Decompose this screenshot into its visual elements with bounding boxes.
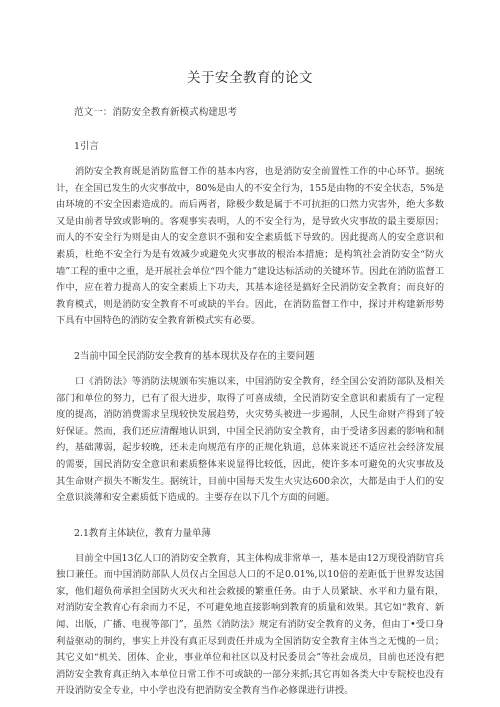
document-title: 关于安全教育的论文 xyxy=(187,70,313,86)
section-heading-intro: 1引言 xyxy=(74,141,99,152)
paragraph-intro: 消防安全教育既是消防监督工作的基本内容，也是消防安全前置性工作的中心环节。据统计，在全国已发生的火灾事故中，80%是由人的不安全行为，155是由物的不安全状态，5%是由环境的不安全因素造成的。而后两者，除极少数是属于不可抗拒的口然力灾害外，绝大多数又是由前者导致或影响的。客观事实表明，人的不安全行为，是导致火灾事故的最主要原因；而人的不安全行为则是由人的安全意识不强和安全素质低下导致的。因此提高人的安全意识和素质，杜绝不安全行为是有效减少或避免火灾事故的根治本措施；是构筑社会消防安全“防火墙”工程的重中之重，是开展社会单位“四个能力”建设达标活动的关键环节。因此在消防监督工作中，应在着力提高人的安全素质上下功夫，其基本途径是搞好全民消防安全教育；而良好的教育模式，则是消防安全教育不可或缺的半台。因此，在消防监督工作中，探讨并构建新形势下具有中国特色的消防安全教育新模式实有必要。 xyxy=(56,166,444,327)
section-heading-status: 2当前中国全民消防安全教育的基本现状及存在的主要问题 xyxy=(74,350,315,362)
document-subtitle: 范文一：消防安全教育新模式构建思考 xyxy=(74,107,238,118)
paragraph-subject: 目前全中国13亿人口的消防安全教育，其主体构成非常单一，基本是由12万现役消防官兵独口兼任。而中国消防部队人员仅占全国总人口的不足0.01%,以10倍的差距低于世界发达国家，他们超负荷承担全国防火灭火和社会救援的繁重任务。由于人员紧缺、水平和力量有限，对消防安全教育心有余而力不足，不可避免地直接影响到教育的质量和效果。其它如“教育、新闻、出版，广播、电视等部门”，虽然《消防法》规定有消防安全教育的义务，但由丁•受口身利益驱动的制约，事实上并没有真正尽到责任并成为全国消防安全教育主体当之无愧的一员；其它义如“机关、团体、企业，事业单位和社区以及村民委员会”等社会成员，目前也还没有把消防安全教育真正纳入本单位日常工作不可或缺的一部分来抓;其它再如各类大中专院校也没有开设消防安全专业，中小学也没有把消防安全教育当作必修课进行讲授。 xyxy=(56,552,444,697)
paragraph-status: 口《消防法》等消防法规颁布实施以来，中国消防安全教育，经全国公安消防部队及相关部门和单位的努力，已有了很大进步，取得了可喜成绩，全民消防安全意识和素质有了一定程度的提高，消防消费需求呈现较快发展趋势，火灾势头被进一步遏制，人民生命财产得到了较好保证。然而，我们还应清醒地认识到，中国全民消防安全教育，由于受诸多因素的影响和制约，基础薄弱，起步较晚，还未走向规范有序的正规化轨道，总体来说还不适应社会经济发展的需要，国民消防安全意识和素质整体来说显得比较低，因此，使许多本可避免的火灾事故及其生命财产损失不断发生。据统计，目前中国每天发生火灾达600余次，大都是由于人们的安全意识淡薄和安全素质低下造成的。主要存在以下几个方面的问题。 xyxy=(56,375,444,504)
section-heading-subject: 2.1教育主体缺位，教育力量单薄 xyxy=(74,527,211,539)
